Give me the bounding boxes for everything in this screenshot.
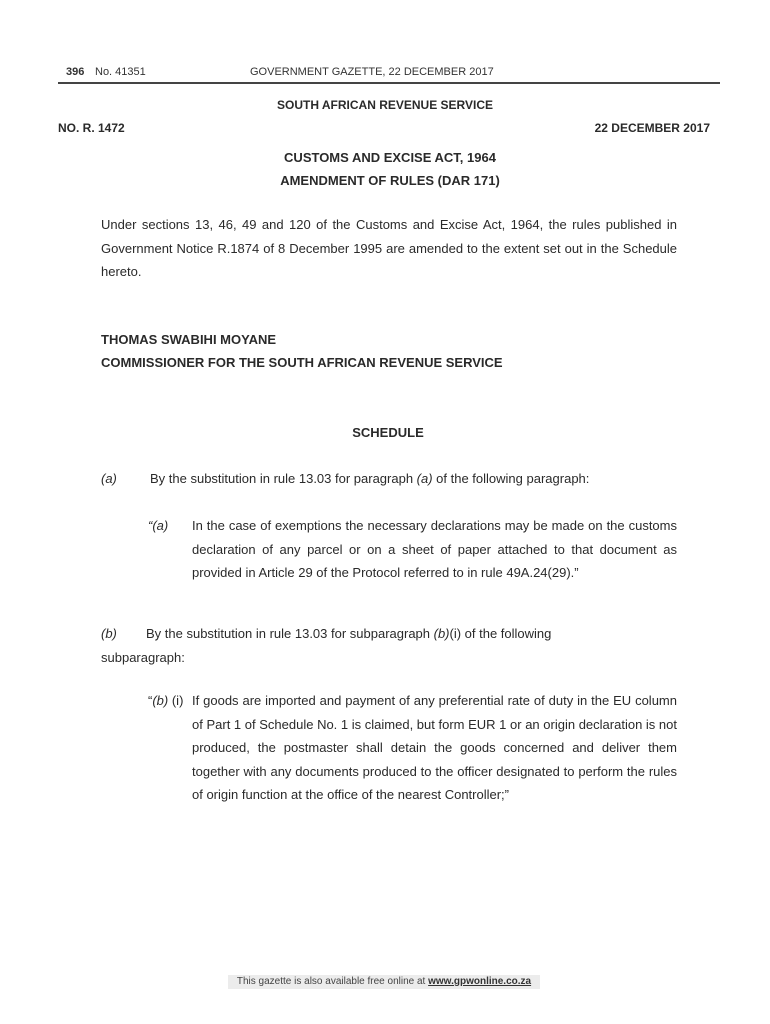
act-title: CUSTOMS AND EXCISE ACT, 1964	[284, 150, 496, 165]
footer-text: This gazette is also available free online at	[236, 976, 429, 987]
signatory-name: THOMAS SWABIHI MOYANE	[101, 332, 277, 347]
item-a-label: (a)	[101, 471, 117, 486]
item-a-text: By the substitution in rule 13.03 for paragraph (a) of the following paragraph:	[150, 471, 590, 486]
footer-banner	[228, 975, 540, 989]
item-b-text-continued: subparagraph:	[101, 650, 185, 665]
quote-b-label: “(b) (i)	[148, 693, 184, 708]
item-b-label: (b)	[101, 626, 117, 641]
gazette-title: GOVERNMENT GAZETTE, 22 DECEMBER 2017	[250, 66, 494, 78]
page-number: 396	[66, 66, 85, 78]
schedule-heading: SCHEDULE	[352, 425, 424, 440]
intro-paragraph: Under sections 13, 46, 49 and 120 of the Customs and Excise Act, 1964, the rules published in Government Notice R.1874 of 8 December 1995 are amended to the extent set out in the Schedule hereto.	[101, 217, 677, 279]
agency-name: SOUTH AFRICAN REVENUE SERVICE	[276, 98, 494, 112]
item-b-text: By the substitution in rule 13.03 for subparagraph (b)(i) of the following	[146, 626, 552, 641]
quote-b-text: If goods are imported and payment of any preferential rate of duty in the EU column of Part 1 of Schedule No. 1 is claimed, but form EUR 1 or an origin declaration is not produced, the postmaster shall detain the goods concerned and deliver them together with any documents produced to the officer designated to perform the rules of origin function at the office of the nearest Controller;”	[192, 693, 677, 802]
footer-link[interactable]: www.gpwonline.co.za	[428, 976, 532, 987]
notice-date: 22 DECEMBER 2017	[594, 121, 710, 135]
issue-number: No. 41351	[95, 66, 146, 78]
quote-a-text: In the case of exemptions the necessary declarations may be made on the customs declaration of any parcel or on a sheet of paper attached to that document as provided in Article 29 of the Protocol referred to in rule 49A.24(29).”	[192, 518, 677, 580]
amendment-title: AMENDMENT OF RULES (DAR 171)	[280, 173, 500, 188]
notice-number: NO. R. 1472	[58, 121, 125, 135]
quote-a-label: “(a)	[148, 518, 169, 533]
header-rule	[58, 82, 720, 84]
signatory-title: COMMISSIONER FOR THE SOUTH AFRICAN REVENUE SERVICE	[101, 355, 503, 370]
